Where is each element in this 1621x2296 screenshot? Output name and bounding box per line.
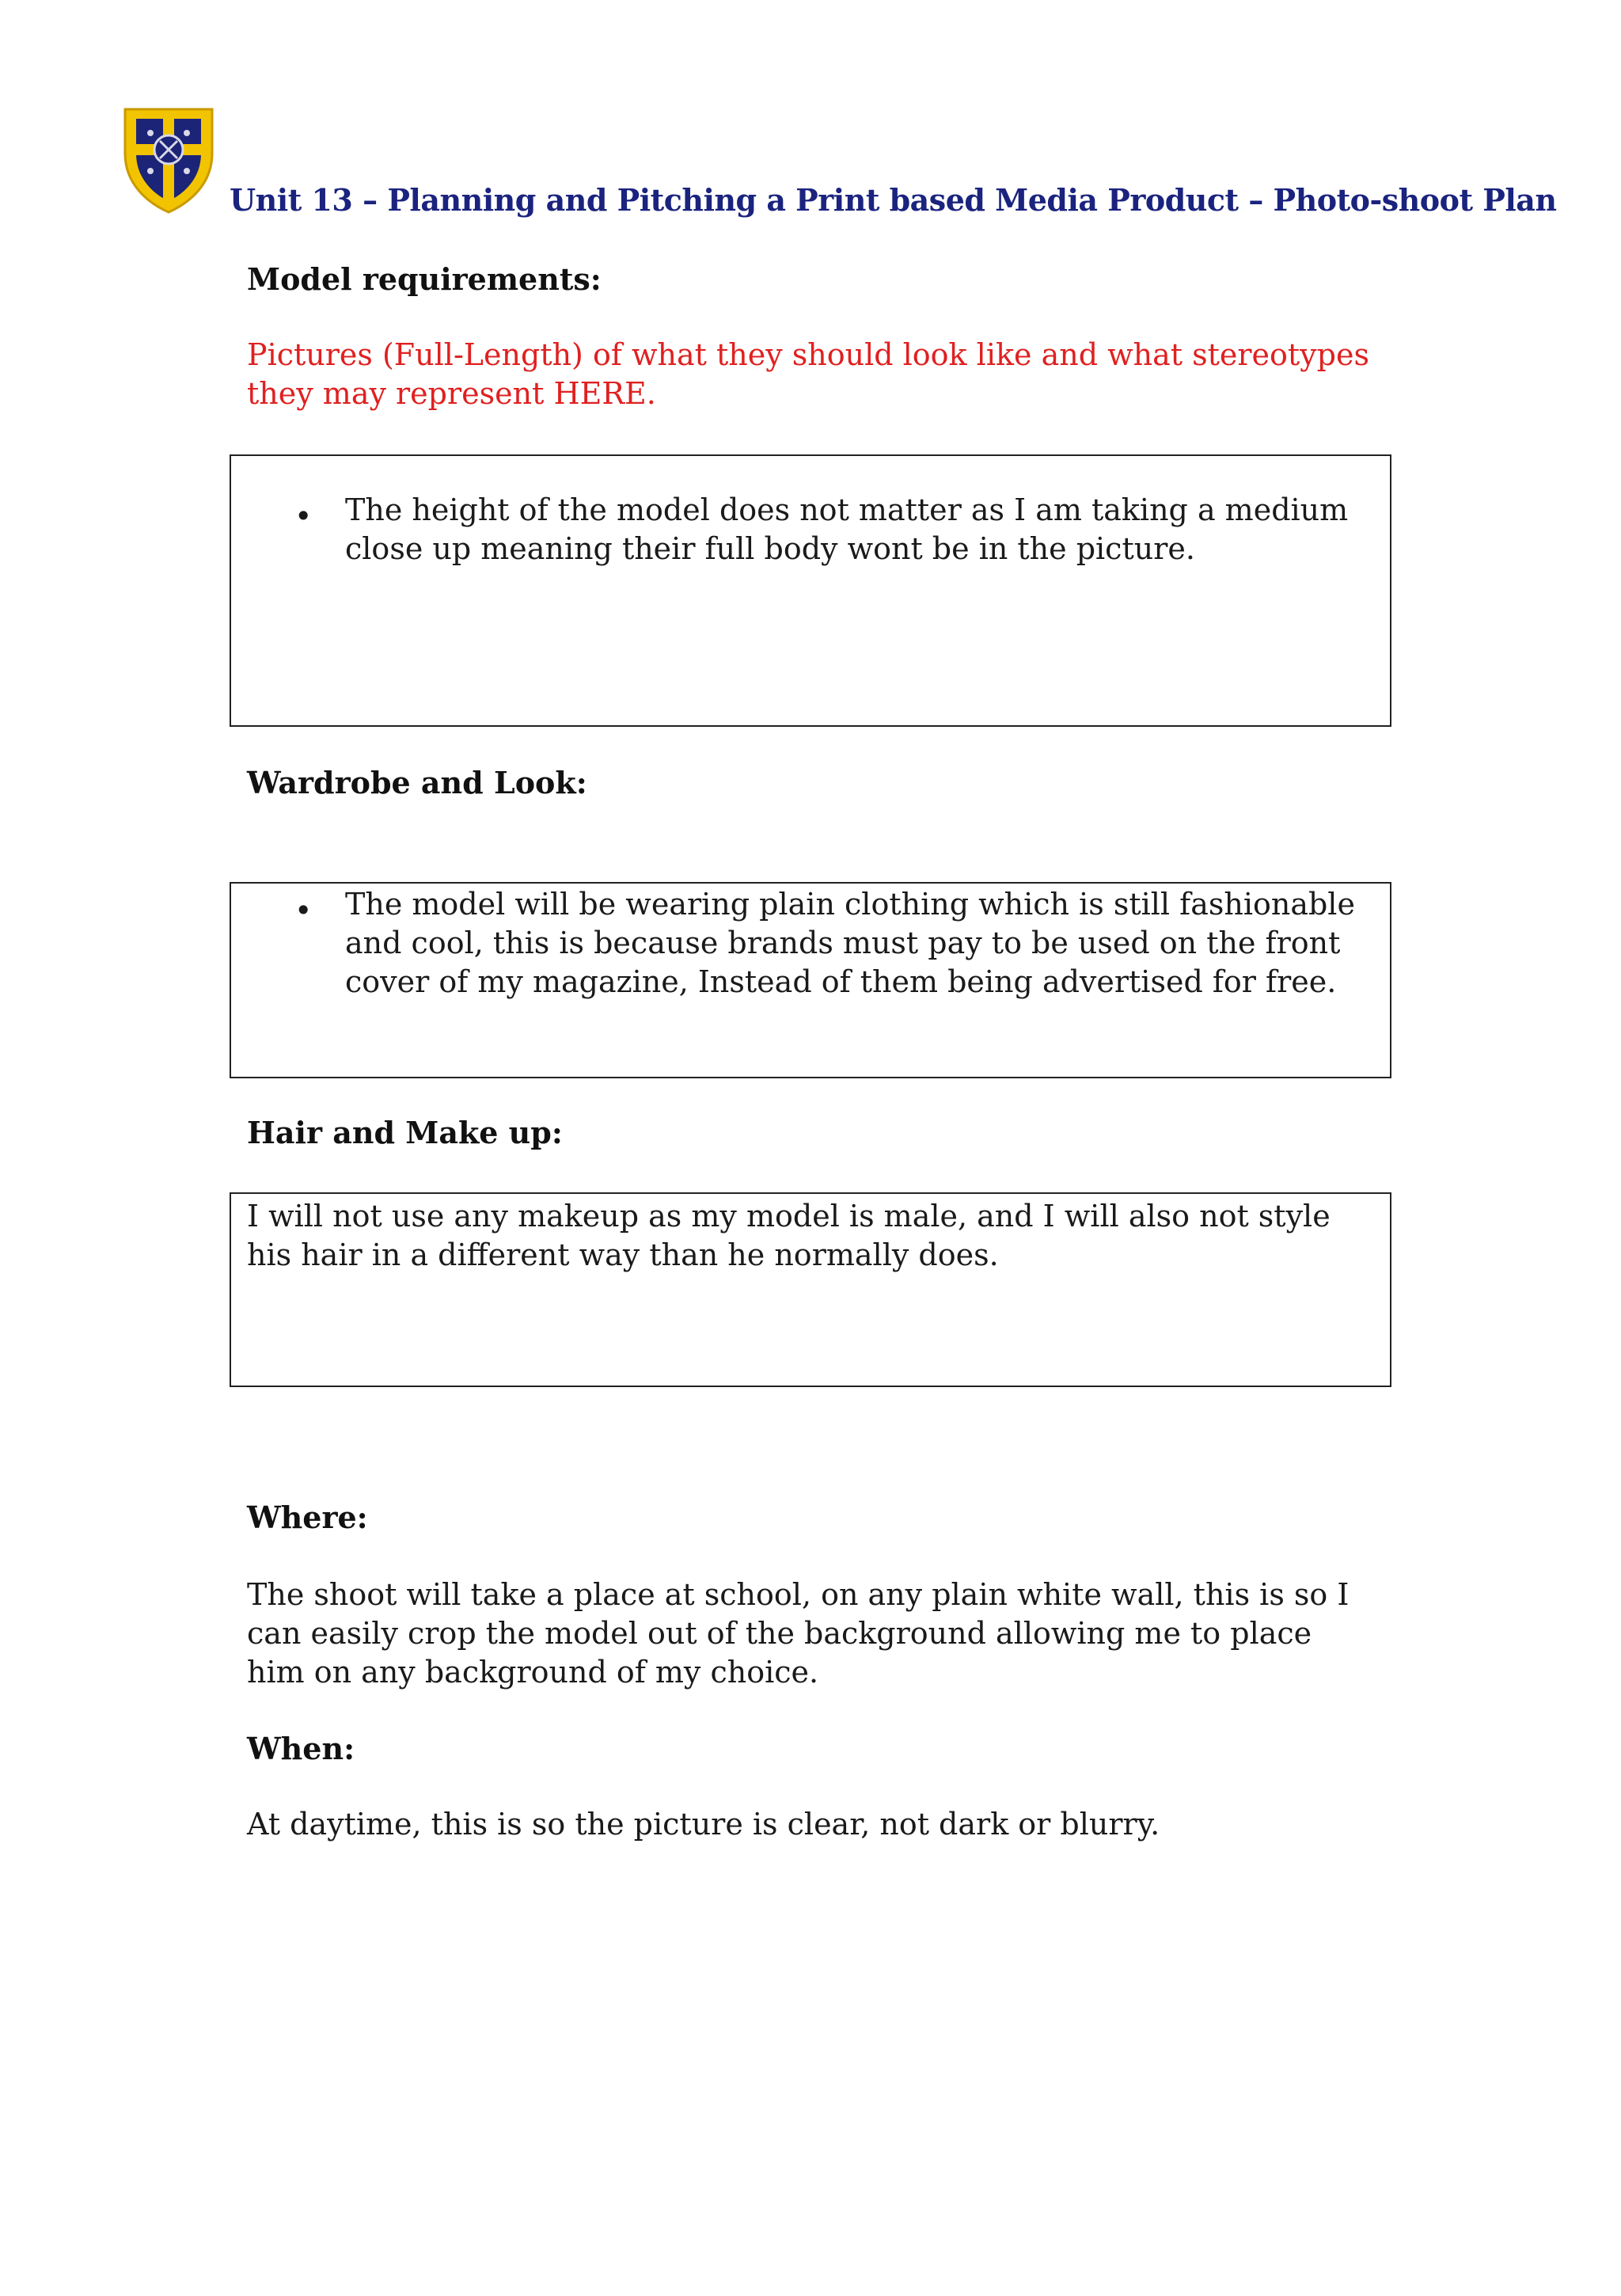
page-title: Unit 13 – Planning and Pitching a Print based Media Product – Photo-shoot Plan (230, 182, 1557, 218)
model-requirements-box (230, 454, 1391, 727)
where-heading: Where: (247, 1500, 368, 1535)
bullet-icon: • (294, 499, 313, 534)
wardrobe-heading: Wardrobe and Look: (247, 765, 587, 800)
bullet-icon: • (294, 893, 313, 928)
hair-makeup-heading: Hair and Make up: (247, 1115, 563, 1150)
when-text: At daytime, this is so the picture is clear, not dark or blurry. (247, 1807, 1160, 1842)
model-requirements-heading: Model requirements: (247, 261, 602, 297)
model-requirements-instruction: Pictures (Full-Length) of what they should look like and what stereotypes they may represent HERE. (247, 337, 1369, 411)
where-text: The shoot will take a place at school, on any plain white wall, this is so I can easily crop the model out of the background allowing me to place him on any background of my choice. (247, 1577, 1350, 1690)
hair-makeup-text: I will not use any makeup as my model is male, and I will also not style his hair in a different way than he normally does. (247, 1199, 1331, 1272)
hair-makeup-box (230, 1192, 1391, 1387)
model-requirements-bullet: The height of the model does not matter as I am taking a medium close up meaning their full body wont be in the picture. (345, 492, 1349, 566)
wardrobe-box (230, 882, 1391, 1078)
school-crest-logo (119, 105, 218, 215)
when-heading: When: (247, 1731, 355, 1766)
wardrobe-bullet: The model will be wearing plain clothing which is still fashionable and cool, this is because brands must pay to be used on the front cover of my magazine, Instead of them being advertised for free. (345, 887, 1355, 999)
